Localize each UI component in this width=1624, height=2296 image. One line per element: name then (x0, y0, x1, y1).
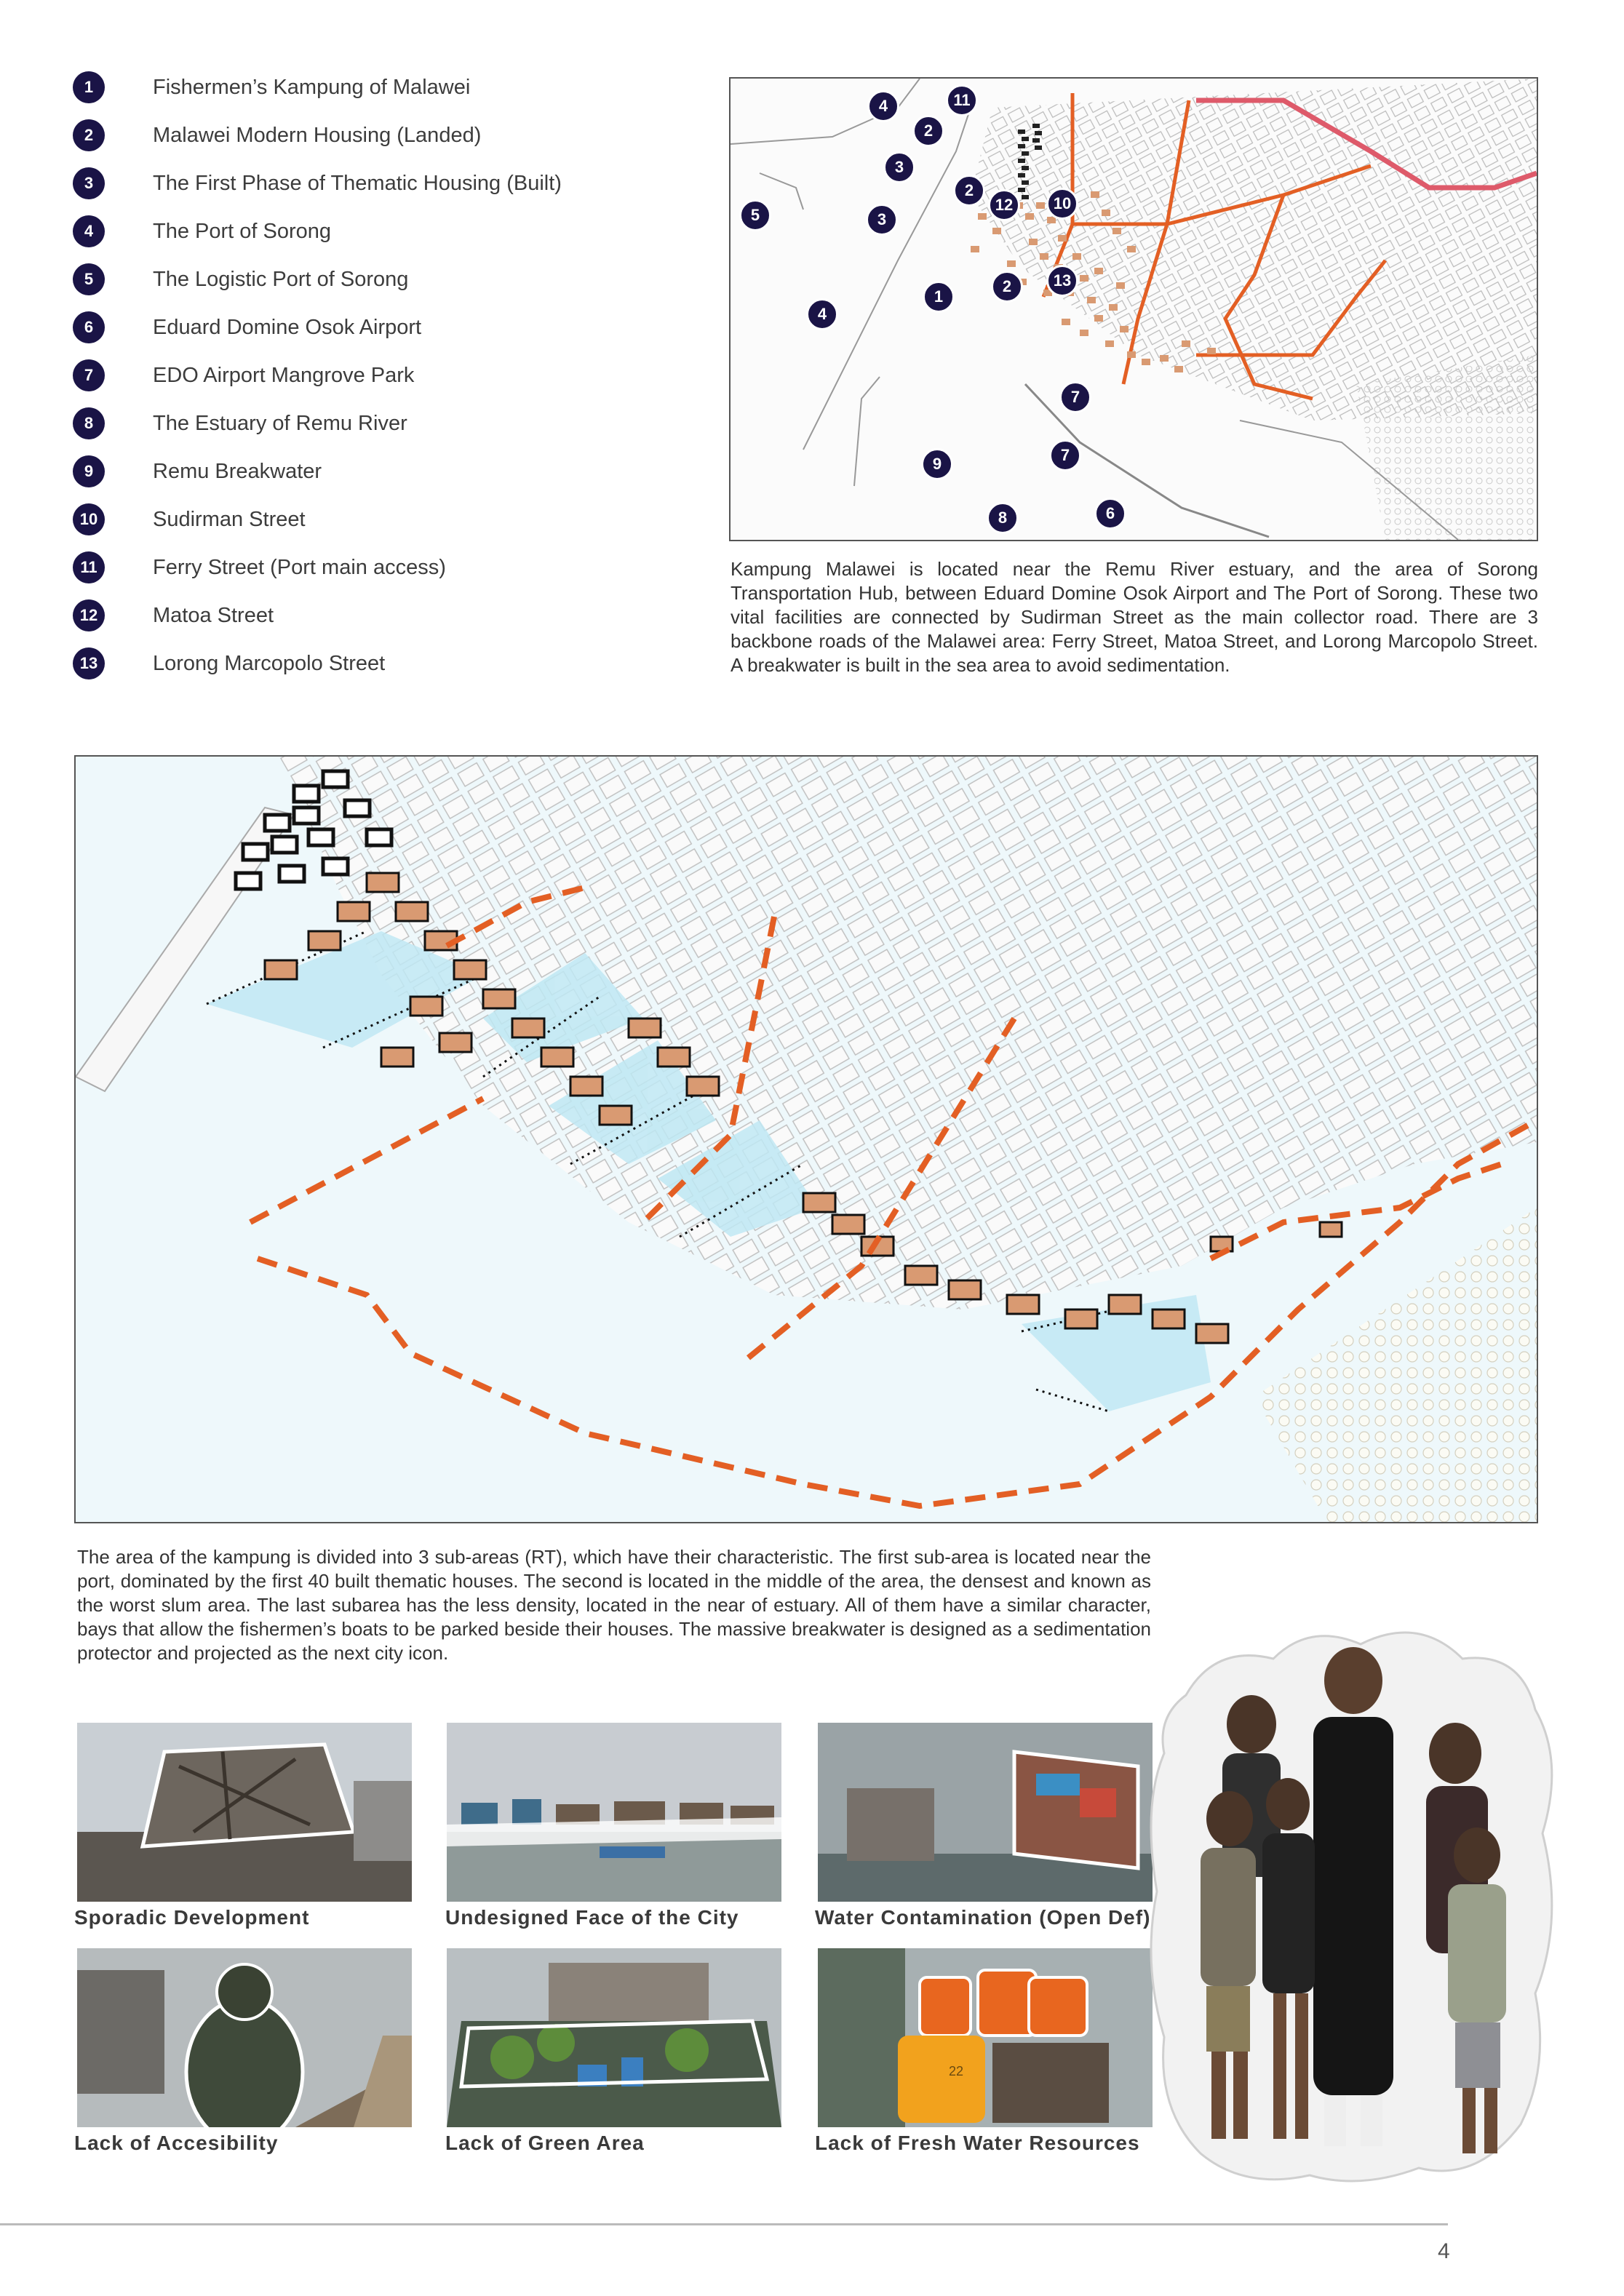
legend-label: The Logistic Port of Sorong (153, 267, 409, 291)
issue-caption: Undesigned Face of the City (445, 1906, 739, 1929)
site-map-drawing (731, 79, 1537, 540)
legend-label: Matoa Street (153, 603, 274, 627)
issue-caption: Water Contamination (Open Def) (815, 1906, 1151, 1929)
legend-item (73, 265, 408, 294)
photo-lack-fresh-water (818, 1948, 1153, 2127)
legend-label: Malawei Modern Housing (Landed) (153, 123, 482, 147)
map-marker: 8 (987, 502, 1019, 534)
legend-number-badge: 6 (73, 311, 105, 343)
legend-label: Remu Breakwater (153, 459, 322, 483)
map-marker: 12 (988, 189, 1020, 221)
photo-water-contamination (818, 1723, 1153, 1902)
site-description: Kampung Malawei is located near the Remu River estuary, and the area of Sorong Transportation Hub, between Eduard Domine Osok Airport and The Port of Sorong. These two vital facilities are connected by Sudirman Street as the main collector road. There are 3 backbone roads of the Malawei area: Ferry Street, Matoa Street, and Lorong Marcopolo Street. A breakwater is built in the sea area to avoid sedimentation. (731, 558, 1538, 676)
map-marker: 9 (921, 448, 953, 480)
legend-item (73, 169, 562, 198)
issue-caption: Lack of Fresh Water Resources (815, 2132, 1140, 2154)
legend-number-badge: 8 (73, 407, 105, 439)
legend-label: The Estuary of Remu River (153, 411, 407, 435)
photo-undesigned-face (447, 1723, 781, 1902)
map-marker: 1 (923, 281, 955, 313)
axonometric-map (74, 755, 1538, 1523)
issue-caption: Lack of Green Area (445, 2132, 645, 2154)
legend-label: Sudirman Street (153, 507, 306, 531)
legend-number-badge: 3 (73, 167, 105, 199)
legend-number-badge: 1 (73, 71, 105, 103)
legend-label: The First Phase of Thematic Housing (Built) (153, 171, 562, 195)
map-marker: 7 (1049, 439, 1081, 471)
legend-label: Fishermen’s Kampung of Malawei (153, 75, 471, 99)
map-marker: 3 (883, 151, 915, 183)
legend-label: EDO Airport Mangrove Park (153, 363, 415, 387)
legend-item (73, 553, 446, 582)
legend-label: The Port of Sorong (153, 219, 332, 243)
footer-rule (0, 2223, 1448, 2225)
map-marker: 7 (1059, 381, 1091, 413)
legend-label: Lorong Marcopolo Street (153, 651, 386, 675)
map-marker: 10 (1046, 188, 1078, 220)
legend-item (73, 649, 385, 678)
map-marker: 5 (739, 199, 771, 231)
legend-label: Eduard Domine Osok Airport (153, 315, 422, 339)
legend-number-badge: 4 (73, 215, 105, 247)
axonometric-drawing (76, 757, 1537, 1522)
photo-lack-green-area (447, 1948, 781, 2127)
map-marker: 4 (867, 90, 899, 122)
map-marker: 13 (1046, 265, 1078, 297)
legend-item (73, 313, 421, 342)
legend-number-badge: 5 (73, 263, 105, 295)
map-marker: 3 (866, 204, 898, 236)
map-marker: 2 (912, 115, 944, 147)
legend-item (73, 73, 470, 102)
legend-label: Ferry Street (Port main access) (153, 555, 446, 579)
map-marker: 6 (1094, 498, 1126, 530)
legend-item (73, 601, 274, 630)
issue-caption: Sporadic Development (74, 1906, 310, 1929)
legend-number-badge: 9 (73, 455, 105, 487)
legend-item (73, 217, 331, 246)
legend-item (73, 505, 306, 534)
legend-number-badge: 11 (73, 551, 105, 583)
tank-number: 22 (949, 2064, 964, 2078)
legend-number-badge: 12 (73, 599, 105, 631)
legend-number-badge: 7 (73, 359, 105, 391)
area-description: The area of the kampung is divided into 3 sub-areas (RT), which have their characteristic. The first sub-area is located near the port, dominated by the first 40 built thematic houses. The second is located in the middle of the area, the densest and known as the worst slum area. The last subarea has the less density, located in the near of estuary. All of them have a similar character, bays that allow the fishermen’s boats to be parked beside their houses. The massive breakwater is designed as a sedimentation protector and projected as the next city icon. (77, 1546, 1151, 1664)
site-map (729, 77, 1538, 541)
legend-item (73, 409, 407, 438)
legend-number-badge: 13 (73, 647, 105, 679)
map-marker: 11 (946, 84, 978, 116)
photo-lack-accessibility (77, 1948, 412, 2127)
legend-item (73, 457, 322, 486)
page-number: 4 (1438, 2239, 1450, 2263)
issue-caption: Lack of Accesibility (74, 2132, 279, 2154)
legend-number-badge: 2 (73, 119, 105, 151)
legend-number-badge: 10 (73, 503, 105, 535)
map-marker: 2 (953, 175, 985, 207)
legend-item (73, 121, 481, 150)
community-photo (1142, 1615, 1564, 2190)
map-marker: 2 (991, 271, 1023, 303)
photo-sporadic-development (77, 1723, 412, 1902)
legend-item (73, 361, 414, 390)
map-marker: 4 (806, 298, 838, 330)
